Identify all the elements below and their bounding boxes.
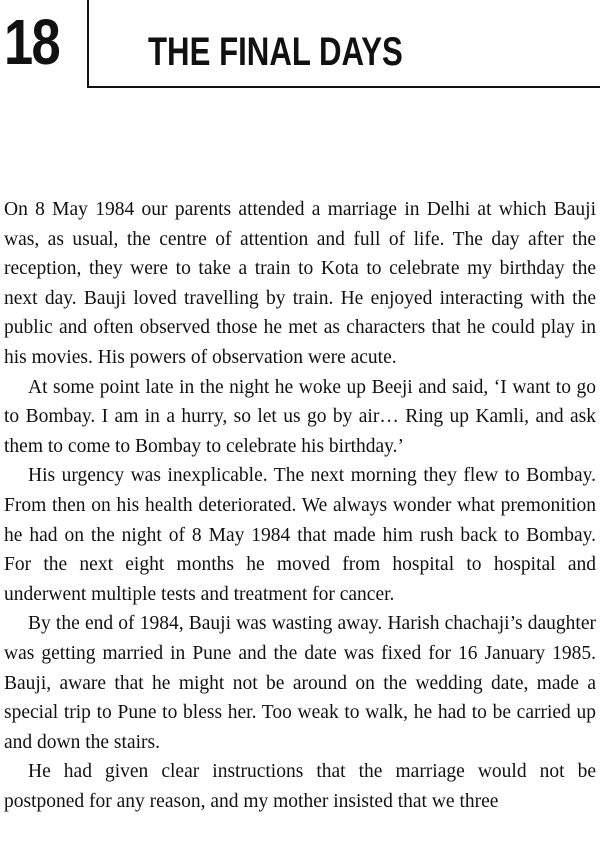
header-vertical-rule — [87, 0, 89, 88]
paragraph: At some point late in the night he woke up Beeji and said, ‘I want to go to Bombay. I am in a hurry, so let us go by air… Ring up Kamli, and ask them to come to Bombay to celebrate his birthday.’ — [4, 376, 596, 457]
paragraph: He had given clear instructions that the marriage would not be postponed for any reason, and my mother insisted that we three — [4, 761, 596, 812]
chapter-body — [4, 195, 596, 816]
paragraph: By the end of 1984, Bauji was wasting away. Harish chachaji’s daughter was getting married in Pune and the date was fixed for 16 January 1985. Bauji, aware that he might not be around on the wedding date, made a special trip to Pune to bless her. Too weak to walk, he had to be carried up and down the stairs. — [4, 613, 596, 753]
paragraph: His urgency was inexplicable. The next morning they flew to Bombay. From then on his health deteriorated. We always wonder what premonition he had on the night of 8 May 1984 that made him rush back to Bombay. For the next eight months he moved from hospital to hospital and underwent multiple tests and treatment for cancer. — [4, 465, 596, 605]
paragraph: On 8 May 1984 our parents attended a marriage in Delhi at which Bauji was, as usual, the centre of attention and full of life. The day after the reception, they were to take a train to Kota to celebrate my birthday the next day. Bauji loved travelling by train. He enjoyed interacting with the public and often observed those he met as characters that he could play in his movies. His powers of observation were acute. — [4, 199, 596, 368]
header-horizontal-rule — [87, 86, 600, 88]
chapter-title: THE FINAL DAYS — [148, 30, 403, 74]
chapter-header — [0, 0, 600, 92]
chapter-number: 18 — [4, 6, 60, 78]
